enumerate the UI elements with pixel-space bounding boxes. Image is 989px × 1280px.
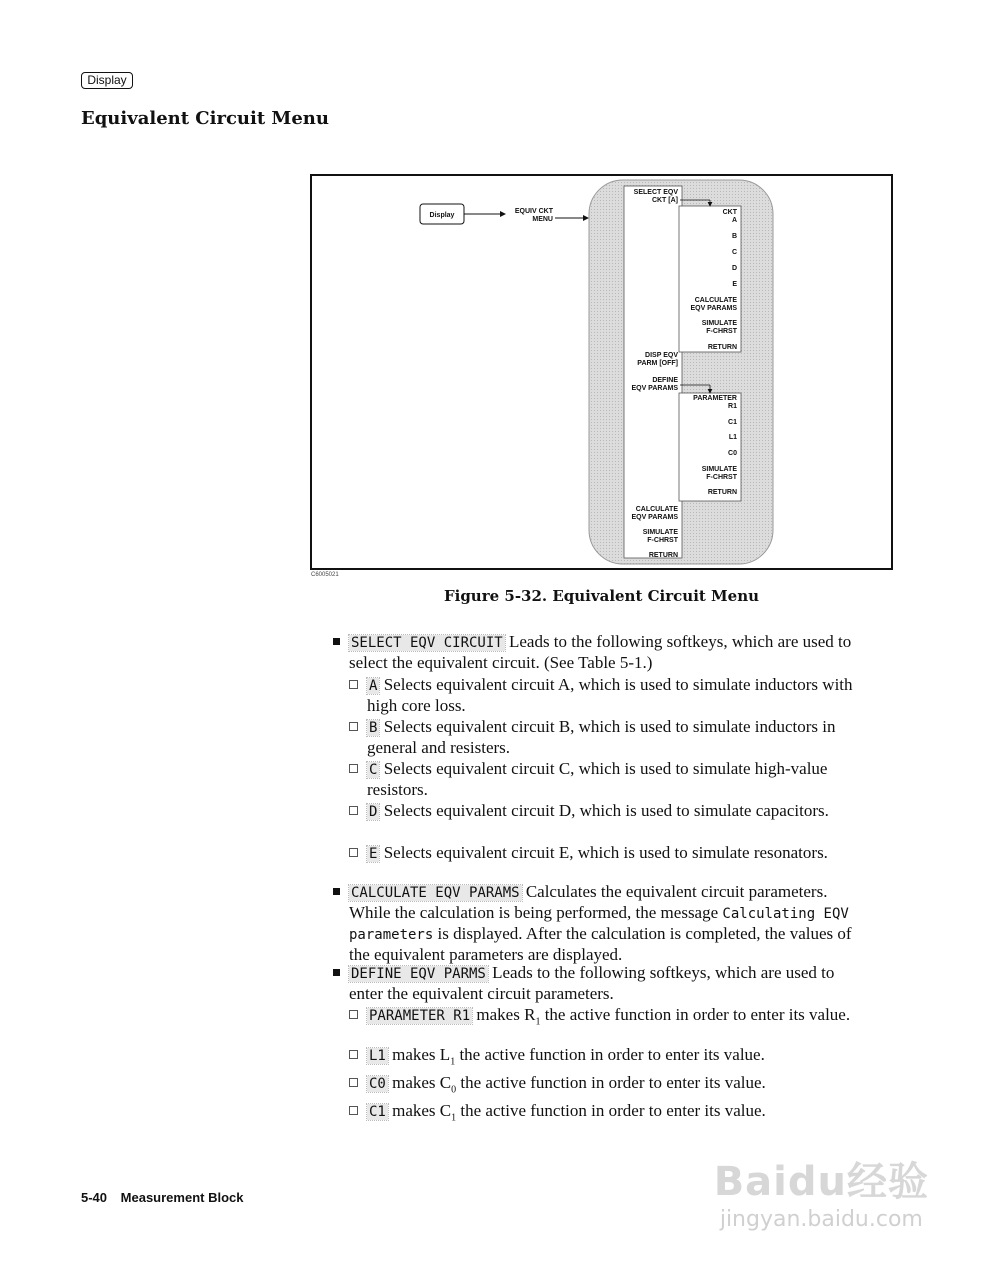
define-eqv-parms-paragraph <box>349 963 869 1004</box>
select-description: Leads to the following softkeys, which are used to select the equivalent circuit. (See Table 5-1.) <box>349 632 852 672</box>
list-item <box>367 1073 869 1100</box>
list-item <box>367 1101 869 1128</box>
softkey-label: C <box>369 762 378 778</box>
item-text-post: the active function in order to enter its value. <box>456 1101 766 1120</box>
checkbox-bullet-icon <box>349 848 358 857</box>
submenu-softkey-label: RETURN <box>707 344 737 351</box>
submenu-softkey-label: RETURN <box>707 489 737 496</box>
bullet-icon <box>333 638 340 645</box>
checkbox-bullet-icon <box>349 680 358 689</box>
figure-caption: Figure 5-32. Equivalent Circuit Menu <box>443 587 760 605</box>
item-text-pre: makes R <box>472 1005 536 1024</box>
submenu-softkey-label: R1 <box>728 403 737 410</box>
softkey-label: B <box>369 720 378 736</box>
submenu-softkey-label: A <box>731 217 737 224</box>
main-softkey-label: F-CHRST <box>647 537 678 544</box>
item-text: Selects equivalent circuit B, which is used to simulate inductors in general and resisters. <box>367 717 836 757</box>
main-softkey-label: CKT [A] <box>651 197 678 204</box>
submenu-softkey-label: CKT <box>722 209 737 216</box>
softkey-calculate-eqv-params: CALCULATE EQV PARAMS <box>351 885 520 901</box>
watermark-url: jingyan.baidu.com <box>719 1207 923 1232</box>
submenu-softkey-label: CALCULATE <box>694 297 737 304</box>
submenu-softkey-label: D <box>731 265 737 272</box>
bullet-icon <box>333 888 340 895</box>
submenu-softkey-label: EQV PARAMS <box>690 305 737 312</box>
watermark <box>714 1150 929 1232</box>
item-text-post: the active function in order to enter its value. <box>455 1045 765 1064</box>
submenu-softkey-label: SIMULATE <box>701 320 737 327</box>
item-text-pre: makes L <box>387 1045 451 1064</box>
submenu-softkey-label: B <box>731 233 737 240</box>
checkbox-bullet-icon <box>349 764 358 773</box>
submenu-softkey-label: L1 <box>728 434 737 441</box>
main-softkey-column <box>624 186 682 558</box>
main-softkey-label: DEFINE <box>652 377 678 384</box>
main-softkey-label: DISP EQV <box>645 352 678 359</box>
softkey-label: PARAMETER R1 <box>369 1008 471 1024</box>
list-item <box>367 717 869 758</box>
checkbox-bullet-icon <box>349 722 358 731</box>
softkey-label: L1 <box>369 1048 386 1064</box>
equiv-ckt-menu-label-1: EQUIV CKT <box>514 208 553 215</box>
main-softkey-label: EQV PARAMS <box>631 514 678 521</box>
select-eqv-circuit-paragraph <box>349 632 869 673</box>
equiv-ckt-menu-label-2: MENU <box>532 216 553 223</box>
menu-diagram-frame <box>310 174 893 570</box>
softkey-label: D <box>369 804 378 820</box>
softkey-label: A <box>369 678 378 694</box>
item-text: Selects equivalent circuit E, which is used to simulate resonators. <box>379 843 828 862</box>
checkbox-bullet-icon <box>349 1050 358 1059</box>
main-softkey-label: EQV PARAMS <box>631 385 678 392</box>
list-item <box>367 759 869 800</box>
page-number: 5-40 <box>81 1190 108 1205</box>
main-softkey-label: SELECT EQV <box>633 189 678 196</box>
item-subscript: 1 <box>451 1112 457 1124</box>
submenu-softkey-label: C <box>731 249 737 256</box>
softkey-select-eqv-circuit: SELECT EQV CIRCUIT <box>351 635 503 651</box>
checkbox-bullet-icon <box>349 1106 358 1115</box>
checkbox-bullet-icon <box>349 1010 358 1019</box>
item-text-pre: makes C <box>387 1101 452 1120</box>
item-text: Selects equivalent circuit A, which is used to simulate inductors with high core loss. <box>367 675 853 715</box>
submenu-softkey-label: F-CHRST <box>706 328 737 335</box>
list-item <box>367 843 869 864</box>
calc-description-1: Calculates the equivalent circuit parameters. While the calculation is being performed, the message <box>349 882 828 922</box>
item-text: Selects equivalent circuit D, which is used to simulate capacitors. <box>379 801 829 820</box>
item-text-pre: makes C <box>387 1073 452 1092</box>
list-item <box>367 1005 869 1032</box>
main-softkey-label: RETURN <box>648 552 678 559</box>
checkbox-bullet-icon <box>349 1078 358 1087</box>
figure-id: C6005021 <box>311 572 339 578</box>
submenu-softkey-label: E <box>732 281 737 288</box>
submenu-softkey-label: PARAMETER <box>693 395 737 402</box>
page-footer <box>81 1190 243 1205</box>
softkey-label: C1 <box>369 1104 386 1120</box>
softkey-define-eqv-parms: DEFINE EQV PARMS <box>351 966 486 982</box>
main-softkey-label: CALCULATE <box>635 506 678 513</box>
list-item <box>367 675 869 716</box>
section-name: Measurement Block <box>120 1190 244 1205</box>
main-softkey-label: SIMULATE <box>642 529 678 536</box>
list-item <box>367 801 869 822</box>
calculate-eqv-params-paragraph <box>349 882 869 965</box>
checkbox-bullet-icon <box>349 806 358 815</box>
submenu-softkey-label: C1 <box>728 419 737 426</box>
item-text: Selects equivalent circuit C, which is used to simulate high-value resistors. <box>367 759 828 799</box>
submenu-softkey-label: SIMULATE <box>701 466 737 473</box>
watermark-logo: Baidu经验 <box>713 1159 929 1205</box>
item-subscript: 1 <box>535 1016 541 1028</box>
list-item <box>367 1045 869 1072</box>
item-subscript: 1 <box>450 1056 456 1068</box>
softkey-label: E <box>369 846 378 862</box>
softkey-label: C0 <box>369 1076 386 1092</box>
calc-message: Calculating EQV parameters <box>349 906 849 943</box>
diagram-display-label: Display <box>429 212 455 219</box>
display-hardkey: Display <box>81 72 133 89</box>
menu-diagram <box>312 176 891 568</box>
item-text-post: the active function in order to enter its value. <box>540 1005 851 1024</box>
item-text-post: the active function in order to enter its value. <box>456 1073 766 1092</box>
main-softkey-label: PARM [OFF] <box>637 360 678 367</box>
page-title: Equivalent Circuit Menu <box>81 108 329 129</box>
define-description: Leads to the following softkeys, which are used to enter the equivalent circuit parameters. <box>349 963 835 1003</box>
submenu-softkey-label: F-CHRST <box>706 474 737 481</box>
item-subscript: 0 <box>451 1084 457 1096</box>
calc-description-2: is displayed. After the calculation is completed, the values of the equivalent parameters are displayed. <box>349 924 852 964</box>
submenu-softkey-label: C0 <box>728 450 737 457</box>
bullet-icon <box>333 969 340 976</box>
